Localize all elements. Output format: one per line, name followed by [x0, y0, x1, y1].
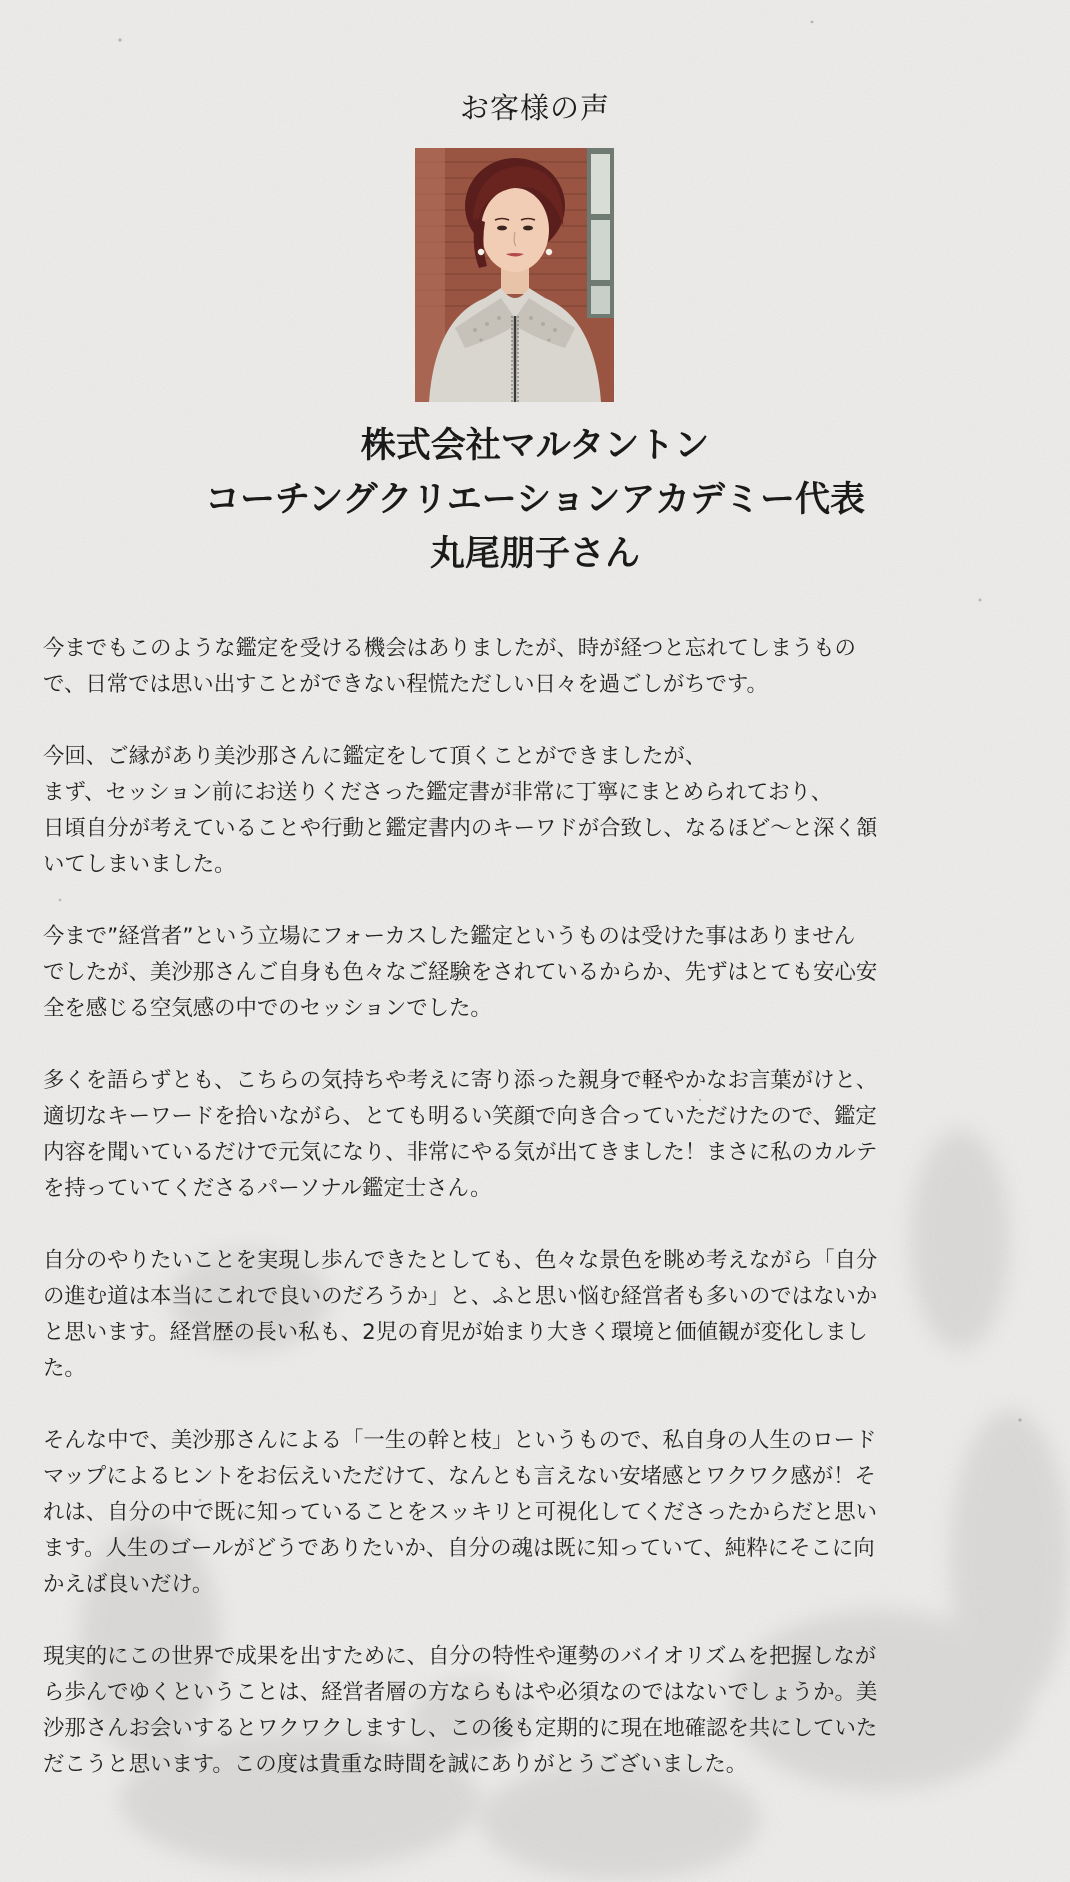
- text-line: だこうと思います。この度は貴重な時間を誠にありがとうございました。: [43, 1752, 748, 1777]
- text-line: 今回、ご縁があり美沙那さんに鑑定をして頂くことができましたが、: [43, 744, 707, 769]
- paragraph: [43, 919, 1033, 1027]
- paragraph: [43, 1243, 1033, 1387]
- position-title: コーチングクリエーションアカデミー代表: [204, 479, 866, 520]
- text-line: の進む道は本当にこれで良いのだろうか」と、ふと思い悩む経営者も多いのではないか: [43, 1284, 878, 1309]
- text-line: まず、セッション前にお送りくださった鑑定書が非常に丁寧にまとめられており、: [43, 780, 833, 805]
- text-line: 日頃自分が考えていることや行動と鑑定書内のキーワドが合致し、なるほど〜と深く頷: [43, 816, 878, 841]
- testimonial-body: [43, 631, 1033, 1783]
- text-line: でしたが、美沙那さんご自身も色々なご経験をされているからか、先ずはとても安心安: [43, 960, 878, 985]
- text-line: 今までもこのような鑑定を受ける機会はありましたが、時が経つと忘れてしまうもの: [43, 636, 856, 661]
- paragraph: [43, 631, 1033, 703]
- paragraph: [43, 1639, 1033, 1783]
- text-line: いてしまいました。: [43, 852, 236, 877]
- text-line: た。: [43, 1356, 86, 1381]
- text-line: と思います。経営歴の長い私も、2児の育児が始まり大きく環境と価値観が変化しまし: [43, 1320, 868, 1345]
- customer-name: 丸尾朋子さん: [429, 533, 640, 574]
- text-line: で、日常では思い出すことができない程慌ただしい日々を過ごしがちです。: [43, 672, 768, 697]
- text-line: 内容を聞いているだけで元気になり、非常にやる気が出てきました！まさに私のカルテ: [43, 1140, 878, 1165]
- text-line: ら歩んでゆくということは、経営者層の方ならもはや必須なのではないでしょうか。美: [43, 1680, 878, 1705]
- text-line: 現実的にこの世界で成果を出すために、自分の特性や運勢のバイオリズムを把握しなが: [43, 1644, 877, 1669]
- paragraph: [43, 1423, 1033, 1603]
- paragraph: [43, 1063, 1033, 1207]
- text-line: 全を感じる空気感の中でのセッションでした。: [43, 996, 492, 1021]
- text-line: 沙那さんお会いするとワクワクしますし、この後も定期的に現在地確認を共にしていた: [43, 1716, 878, 1741]
- customer-name-block: [0, 419, 1070, 581]
- text-line: かえば良いだけ。: [43, 1572, 214, 1597]
- company-name: 株式会社マルタントン: [360, 425, 710, 466]
- paragraph: [43, 739, 1033, 883]
- text-line: 適切なキーワードを拾いながら、とても明るい笑顔で向き合っていただけたので、鑑定: [43, 1104, 877, 1129]
- text-line: 今まで”経営者”という立場にフォーカスした鑑定というものは受けた事はありません: [43, 924, 856, 949]
- text-line: れは、自分の中で既に知っていることをスッキリと可視化してくださったからだと思い: [43, 1500, 878, 1525]
- text-line: を持っていてくださるパーソナル鑑定士さん。: [43, 1176, 492, 1201]
- text-line: ます。人生のゴールがどうでありたいか、自分の魂は既に知っていて、純粋にそこに向: [43, 1536, 875, 1561]
- customer-portrait: [415, 148, 614, 402]
- text-line: そんな中で、美沙那さんによる「一生の幹と枝」というもので、私自身の人生のロード: [43, 1428, 877, 1453]
- text-line: 多くを語らずとも、こちらの気持ちや考えに寄り添った親身で軽やかなお言葉がけと、: [43, 1068, 878, 1093]
- page-title: お客様の声: [459, 91, 610, 125]
- text-line: 自分のやりたいことを実現し歩んできたとしても、色々な景色を眺め考えながら「自分: [43, 1248, 878, 1273]
- text-line: マップによるヒントをお伝えいただけて、なんとも言えない安堵感とワクワク感が！そ: [43, 1464, 876, 1489]
